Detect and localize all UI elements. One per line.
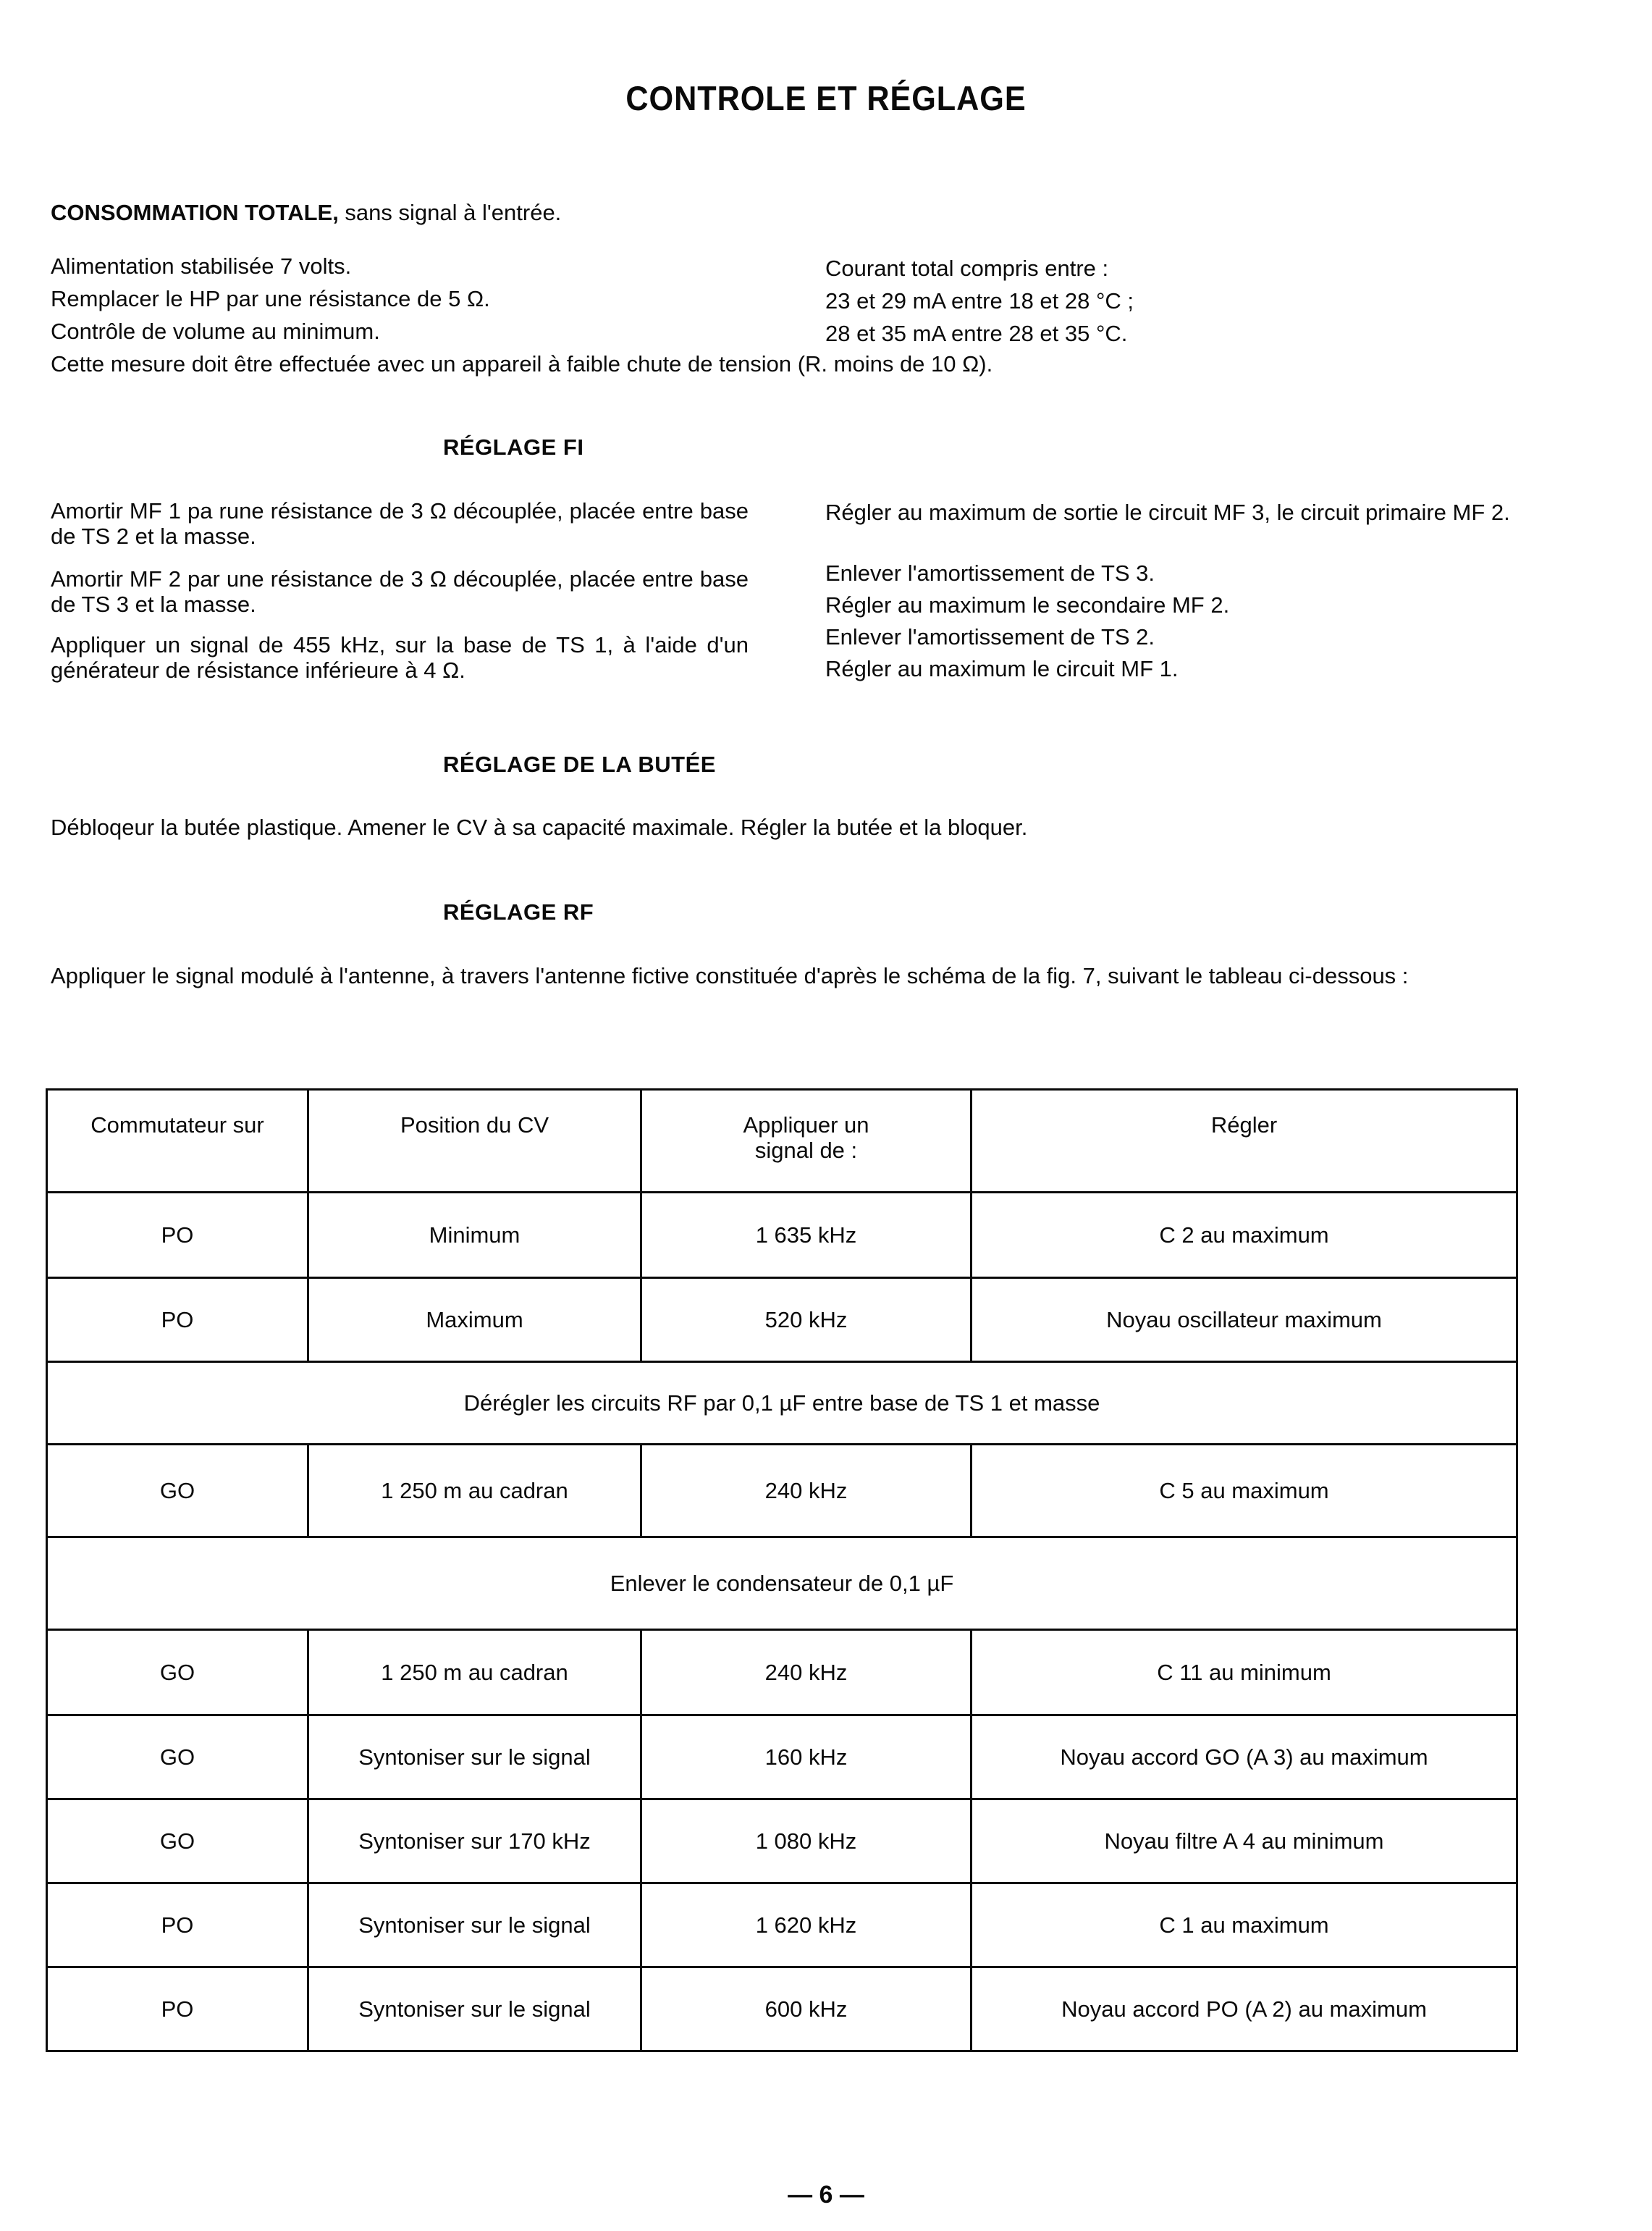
rf-adjustment-table	[46, 1088, 1518, 2052]
fi-right-paragraph-1: Régler au maximum de sortie le circuit MF 3, le circuit primaire MF 2.	[825, 500, 1510, 525]
reglage-rf-heading: RÉGLAGE RF	[443, 899, 594, 925]
page-title: CONTROLE ET RÉGLAGE	[625, 79, 1027, 117]
cell-position: 1 250 m au cadran	[308, 1630, 641, 1715]
cell-signal: 520 kHz	[641, 1278, 972, 1362]
consommation-left-line-3: Contrôle de volume au minimum.	[51, 319, 380, 344]
cell-commutateur: GO	[47, 1445, 308, 1537]
reglage-fi-heading: RÉGLAGE FI	[443, 434, 584, 460]
cell-note: Enlever le condensateur de 0,1 µF	[47, 1537, 1517, 1630]
cell-position: Syntoniser sur le signal	[308, 1967, 641, 2051]
reglage-butee-text: Débloqeur la butée plastique. Amener le CV à sa capacité maximale. Régler la butée et la bloquer.	[51, 815, 1028, 840]
table-row	[47, 1445, 1517, 1537]
cell-signal: 160 kHz	[641, 1715, 972, 1799]
cell-commutateur: PO	[47, 1193, 308, 1278]
header-commutateur: Commutateur sur	[47, 1090, 308, 1193]
cell-signal: 600 kHz	[641, 1967, 972, 2051]
consommation-heading-bold: CONSOMMATION TOTALE,	[51, 200, 339, 225]
page-number: — 6 —	[788, 2181, 864, 2209]
consommation-heading	[51, 200, 561, 226]
cell-regler: C 5 au maximum	[972, 1445, 1517, 1537]
table-note-row	[47, 1362, 1517, 1445]
fi-right-paragraph-3: Régler au maximum le secondaire MF 2.	[825, 592, 1230, 618]
table-row	[47, 1630, 1517, 1715]
table-row	[47, 1193, 1517, 1278]
fi-left-paragraph-1: Amortir MF 1 pa rune résistance de 3 Ω découplée, placée entre base de TS 2 et la masse.	[51, 498, 749, 549]
consommation-left-line-2: Remplacer le HP par une résistance de 5 Ω.	[51, 286, 490, 311]
cell-position: Syntoniser sur le signal	[308, 1715, 641, 1799]
consommation-note: Cette mesure doit être effectuée avec un appareil à faible chute de tension (R. moins de 10 Ω).	[51, 351, 993, 377]
cell-regler: Noyau accord GO (A 3) au maximum	[972, 1715, 1517, 1799]
cell-regler: C 11 au minimum	[972, 1630, 1517, 1715]
reglage-rf-intro: Appliquer le signal modulé à l'antenne, à travers l'antenne fictive constituée d'après le schéma de la fig. 7, suivant le tableau ci-dessous :	[51, 963, 1409, 988]
cell-regler: Noyau accord PO (A 2) au maximum	[972, 1967, 1517, 2051]
fi-right-paragraph-2: Enlever l'amortissement de TS 3.	[825, 560, 1155, 586]
reglage-butee-heading: RÉGLAGE DE LA BUTÉE	[443, 752, 716, 777]
header-signal: Appliquer un signal de :	[641, 1090, 972, 1193]
consommation-right-line-1: Courant total compris entre :	[825, 256, 1109, 281]
cell-signal: 240 kHz	[641, 1630, 972, 1715]
cell-signal: 240 kHz	[641, 1445, 972, 1537]
consommation-heading-rest: sans signal à l'entrée.	[338, 200, 562, 225]
cell-note: Dérégler les circuits RF par 0,1 µF entre base de TS 1 et masse	[47, 1362, 1517, 1445]
header-regler: Régler	[972, 1090, 1517, 1193]
consommation-left-line-1: Alimentation stabilisée 7 volts.	[51, 253, 352, 279]
table-note-row	[47, 1537, 1517, 1630]
cell-regler: C 2 au maximum	[972, 1193, 1517, 1278]
consommation-right-line-3: 28 et 35 mA entre 28 et 35 °C.	[825, 321, 1128, 346]
table-row	[47, 1967, 1517, 2051]
header-position-cv: Position du CV	[308, 1090, 641, 1193]
cell-position: Maximum	[308, 1278, 641, 1362]
cell-commutateur: PO	[47, 1883, 308, 1967]
cell-commutateur: GO	[47, 1630, 308, 1715]
fi-right-paragraph-5: Régler au maximum le circuit MF 1.	[825, 656, 1179, 681]
table-header-row	[47, 1090, 1517, 1193]
cell-regler: Noyau oscillateur maximum	[972, 1278, 1517, 1362]
consommation-right-line-2: 23 et 29 mA entre 18 et 28 °C ;	[825, 288, 1134, 314]
table-row	[47, 1883, 1517, 1967]
fi-left-paragraph-2: Amortir MF 2 par une résistance de 3 Ω découplée, placée entre base de TS 3 et la masse.	[51, 566, 749, 617]
cell-commutateur: GO	[47, 1799, 308, 1883]
cell-commutateur: GO	[47, 1715, 308, 1799]
table-row	[47, 1278, 1517, 1362]
cell-signal: 1 635 kHz	[641, 1193, 972, 1278]
cell-position: Minimum	[308, 1193, 641, 1278]
cell-position: Syntoniser sur 170 kHz	[308, 1799, 641, 1883]
cell-position: Syntoniser sur le signal	[308, 1883, 641, 1967]
cell-regler: Noyau filtre A 4 au minimum	[972, 1799, 1517, 1883]
fi-left-paragraph-3: Appliquer un signal de 455 kHz, sur la base de TS 1, à l'aide d'un générateur de résistance inférieure à 4 Ω.	[51, 632, 749, 683]
table-row	[47, 1799, 1517, 1883]
cell-position: 1 250 m au cadran	[308, 1445, 641, 1537]
cell-signal: 1 080 kHz	[641, 1799, 972, 1883]
cell-commutateur: PO	[47, 1967, 308, 2051]
cell-commutateur: PO	[47, 1278, 308, 1362]
table-row	[47, 1715, 1517, 1799]
cell-signal: 1 620 kHz	[641, 1883, 972, 1967]
fi-right-paragraph-4: Enlever l'amortissement de TS 2.	[825, 624, 1155, 650]
cell-regler: C 1 au maximum	[972, 1883, 1517, 1967]
